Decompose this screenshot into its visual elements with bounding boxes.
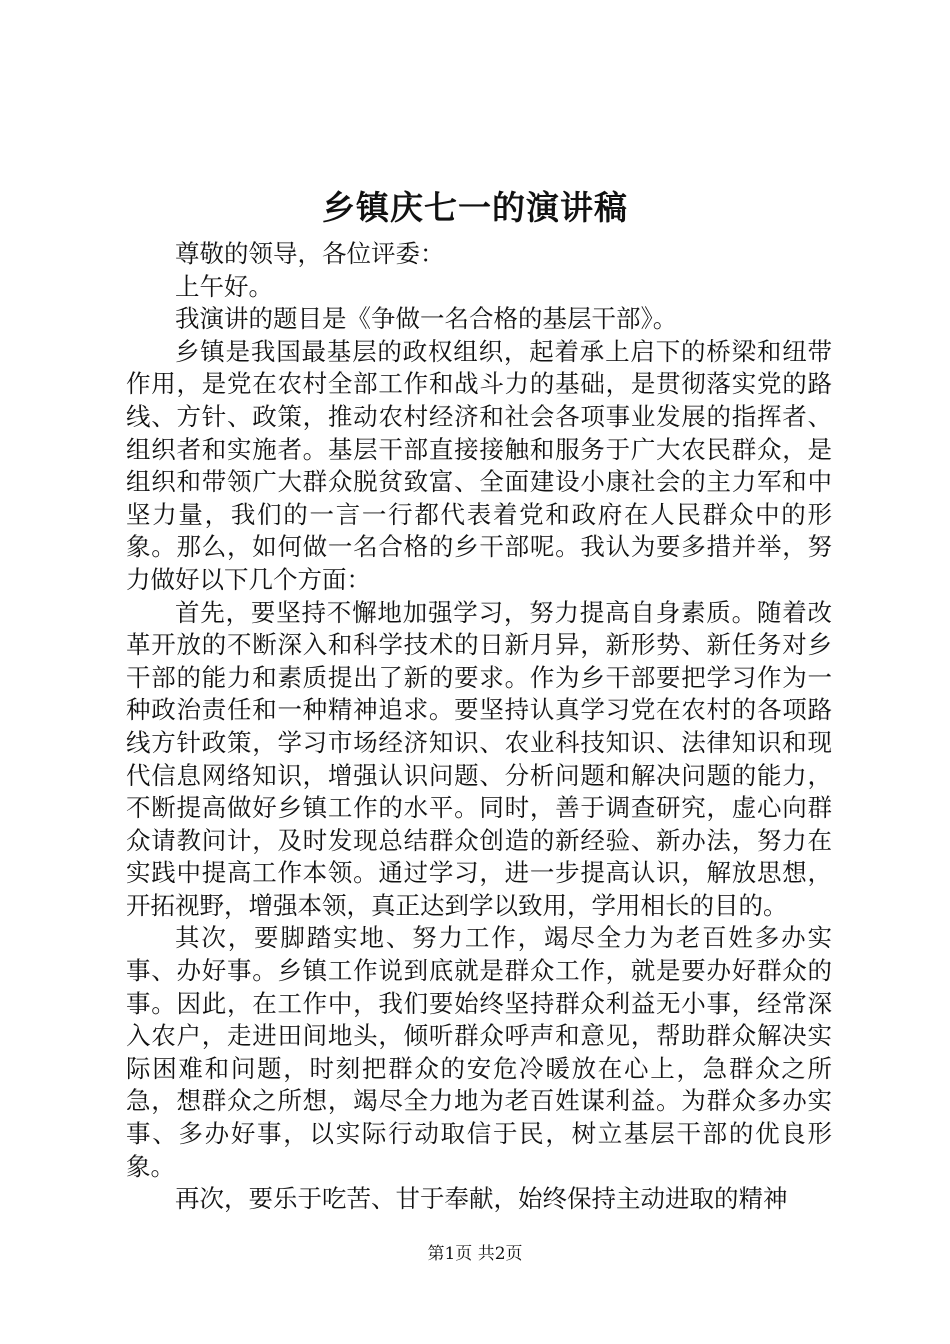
paragraph-salutation: 尊敬的领导，各位评委： xyxy=(175,239,445,268)
document-title: 乡镇庆七一的演讲稿 xyxy=(322,188,628,227)
paragraph-second-point: 其次，要脚踏实地、努力工作，竭尽全力为老百姓多办实事、办好事。乡镇工作说到底就是群众工作，就是要办好群众的事。因此，在工作中，我们要始终坚持群众利益无小事，经常深入农户，走进田间地头，倾听群众呼声和意见，帮助群众解决实际困难和问题，时刻把群众的安危冷暖放在心上，急群众之所急，想群众之所想，竭尽全力地为老百姓谋利益。为群众多办实事、多办好事，以实际行动取信于民，树立基层干部的优良形象。 xyxy=(126,923,832,1181)
paragraph-first-point: 首先，要坚持不懈地加强学习，努力提高自身素质。随着改革开放的不断深入和科学技术的日新月异，新形势、新任务对乡干部的能力和素质提出了新的要求。作为乡干部要把学习作为一种政治责任和一种精神追求。要坚持认真学习党在农村的各项路线方针政策，学习市场经济知识、农业科技知识、法律知识和现代信息网络知识，增强认识问题、分析问题和解决问题的能力，不断提高做好乡镇工作的水平。同时，善于调查研究，虚心向群众请教问计，及时发现总结群众创造的新经验、新办法，努力在实践中提高工作本领。通过学习，进一步提高认识，解放思想，开拓视野，增强本领，真正达到学以致用，学用相长的目的。 xyxy=(126,597,832,920)
document-body xyxy=(126,238,832,1216)
paragraph-intro: 乡镇是我国最基层的政权组织，起着承上启下的桥梁和纽带作用，是党在农村全部工作和战斗力的基础，是贯彻落实党的路线、方针、政策，推动农村经济和社会各项事业发展的指挥者、组织者和实施者。基层干部直接接触和服务于广大农民群众，是组织和带领广大群众脱贫致富、全面建设小康社会的主力军和中坚力量，我们的一言一行都代表着党和政府在人民群众中的形象。那么，如何做一名合格的乡干部呢。我认为要多措并举，努力做好以下几个方面： xyxy=(126,336,832,594)
paragraph-greeting: 上午好。 xyxy=(175,271,273,301)
paragraph-third-point: 再次，要乐于吃苦、甘于奉献，始终保持主动进取的精神 xyxy=(175,1184,788,1214)
paragraph-topic: 我演讲的题目是《争做一名合格的基层干部》。 xyxy=(175,304,678,334)
page-number-footer: 第1页 共2页 xyxy=(427,1244,523,1264)
